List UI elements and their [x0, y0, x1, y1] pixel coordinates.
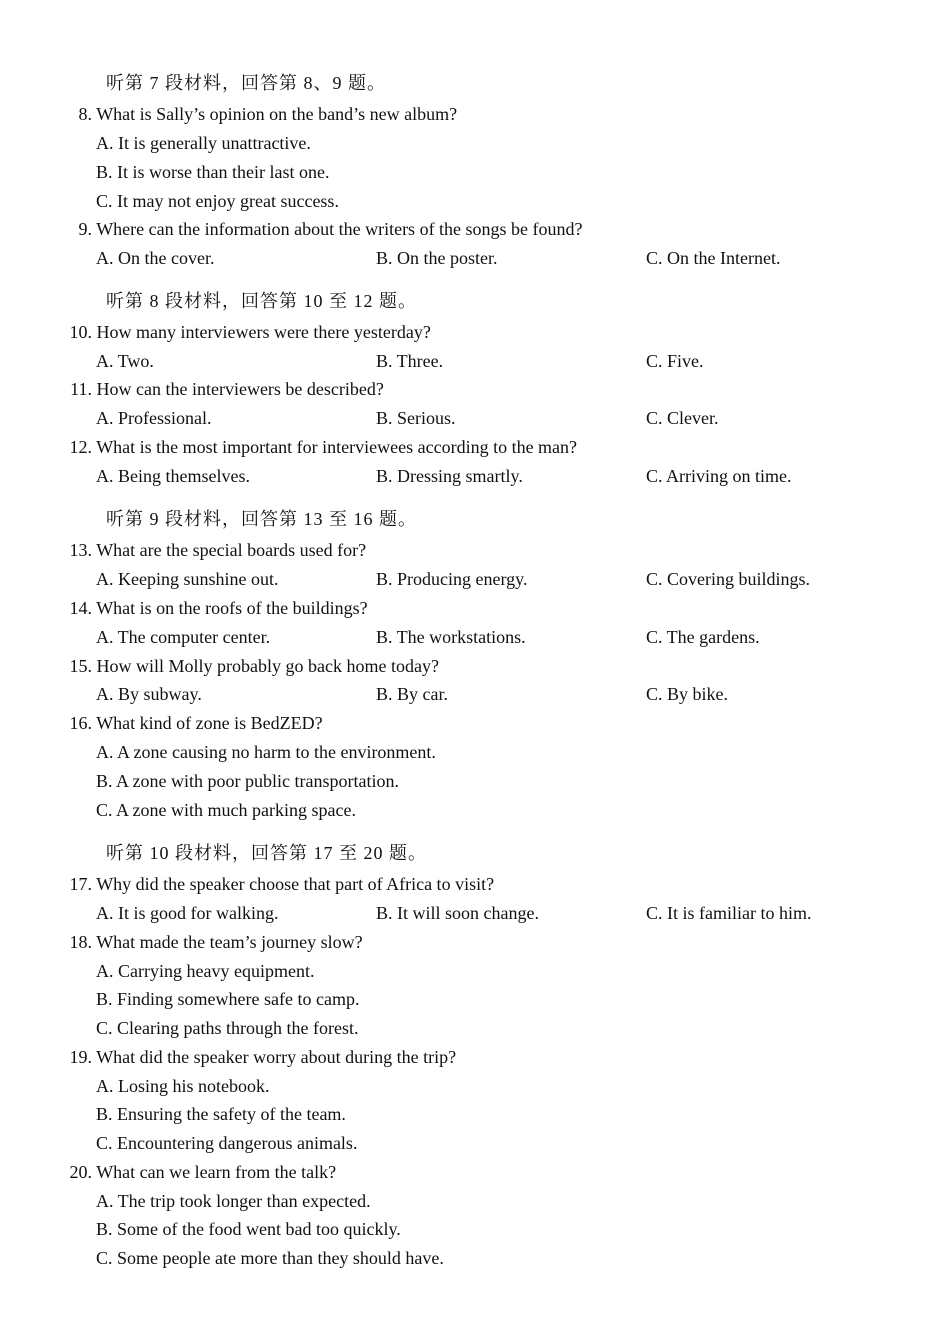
section-heading: 听第 10 段材料，回答第 17 至 20 题。 — [106, 843, 427, 863]
option-a: A. Carrying heavy equipment. — [96, 961, 315, 981]
option-c: C. By bike. — [646, 684, 729, 704]
question — [68, 378, 384, 400]
option-b: B. A zone with poor public transportation. — [96, 771, 399, 791]
question — [68, 436, 577, 458]
option-a: A. It is generally unattractive. — [96, 133, 311, 153]
question-text: How will Molly probably go back home today? — [96, 656, 439, 676]
question — [68, 873, 494, 895]
question — [68, 931, 363, 953]
question — [68, 597, 368, 619]
question-number: 16. — [69, 713, 92, 733]
question-text: What is the most important for interviewees according to the man? — [96, 437, 578, 457]
question — [68, 1046, 456, 1068]
question — [68, 539, 366, 561]
option-c: C. Arriving on time. — [646, 466, 792, 486]
question — [68, 103, 457, 125]
question-text: Why did the speaker choose that part of Africa to visit? — [96, 874, 495, 894]
option-a: A. The computer center. — [96, 627, 271, 647]
question-number: 20. — [69, 1162, 92, 1182]
question-number: 18. — [69, 932, 92, 952]
option-a: A. A zone causing no harm to the environment. — [96, 742, 436, 762]
option-c: C. It is familiar to him. — [646, 903, 812, 923]
option-b: B. On the poster. — [376, 248, 498, 268]
question-text: What is Sally’s opinion on the band’s new album? — [96, 104, 458, 124]
question — [68, 712, 323, 734]
question-text: What can we learn from the talk? — [96, 1162, 337, 1182]
question-text: What is on the roofs of the buildings? — [96, 598, 368, 618]
question — [68, 655, 439, 677]
option-a: A. Two. — [96, 351, 154, 371]
option-a: A. It is good for walking. — [96, 903, 279, 923]
question — [68, 218, 583, 240]
question-text: What made the team’s journey slow? — [96, 932, 363, 952]
option-c: C. Five. — [646, 351, 704, 371]
option-b: B. Ensuring the safety of the team. — [96, 1104, 346, 1124]
question-text: What are the special boards used for? — [96, 540, 367, 560]
question-text: What kind of zone is BedZED? — [96, 713, 323, 733]
section-heading: 听第 8 段材料，回答第 10 至 12 题。 — [106, 291, 417, 311]
question-text: What did the speaker worry about during the trip? — [96, 1047, 457, 1067]
question-text: How can the interviewers be described? — [96, 379, 384, 399]
option-c: C. Encountering dangerous animals. — [96, 1133, 358, 1153]
option-b: B. By car. — [376, 684, 448, 704]
option-c: C. It may not enjoy great success. — [96, 191, 339, 211]
option-b: B. Dressing smartly. — [376, 466, 523, 486]
question-number: 17. — [69, 874, 92, 894]
option-c: C. Some people ate more than they should have. — [96, 1248, 444, 1268]
question-number: 13. — [69, 540, 92, 560]
question-number: 19. — [69, 1047, 92, 1067]
option-c: C. Clearing paths through the forest. — [96, 1018, 359, 1038]
option-b: B. Serious. — [376, 408, 456, 428]
option-c: C. A zone with much parking space. — [96, 800, 356, 820]
option-a: A. Keeping sunshine out. — [96, 569, 279, 589]
question-text: Where can the information about the writers of the songs be found? — [96, 219, 583, 239]
question — [68, 321, 431, 343]
option-c: C. The gardens. — [646, 627, 760, 647]
option-a: A. Being themselves. — [96, 466, 250, 486]
option-a: A. The trip took longer than expected. — [96, 1191, 371, 1211]
option-a: A. On the cover. — [96, 248, 215, 268]
option-a: A. Professional. — [96, 408, 212, 428]
option-b: B. Some of the food went bad too quickly. — [96, 1219, 401, 1239]
question-number: 15. — [69, 656, 92, 676]
question — [68, 1161, 336, 1183]
option-a: A. By subway. — [96, 684, 202, 704]
question-number: 8. — [78, 104, 92, 124]
section-heading: 听第 7 段材料，回答第 8、9 题。 — [106, 73, 386, 93]
question-number: 11. — [70, 379, 92, 399]
option-b: B. The workstations. — [376, 627, 526, 647]
option-a: A. Losing his notebook. — [96, 1076, 270, 1096]
question-number: 14. — [69, 598, 92, 618]
option-c: C. On the Internet. — [646, 248, 781, 268]
section-heading: 听第 9 段材料，回答第 13 至 16 题。 — [106, 509, 417, 529]
question-number: 9. — [78, 219, 92, 239]
option-b: B. Three. — [376, 351, 444, 371]
option-b: B. Finding somewhere safe to camp. — [96, 989, 360, 1009]
option-b: B. It will soon change. — [376, 903, 539, 923]
option-c: C. Clever. — [646, 408, 719, 428]
question-text: How many interviewers were there yesterday? — [96, 322, 431, 342]
question-number: 12. — [69, 437, 92, 457]
option-c: C. Covering buildings. — [646, 569, 811, 589]
option-b: B. It is worse than their last one. — [96, 162, 330, 182]
question-number: 10. — [69, 322, 92, 342]
option-b: B. Producing energy. — [376, 569, 528, 589]
